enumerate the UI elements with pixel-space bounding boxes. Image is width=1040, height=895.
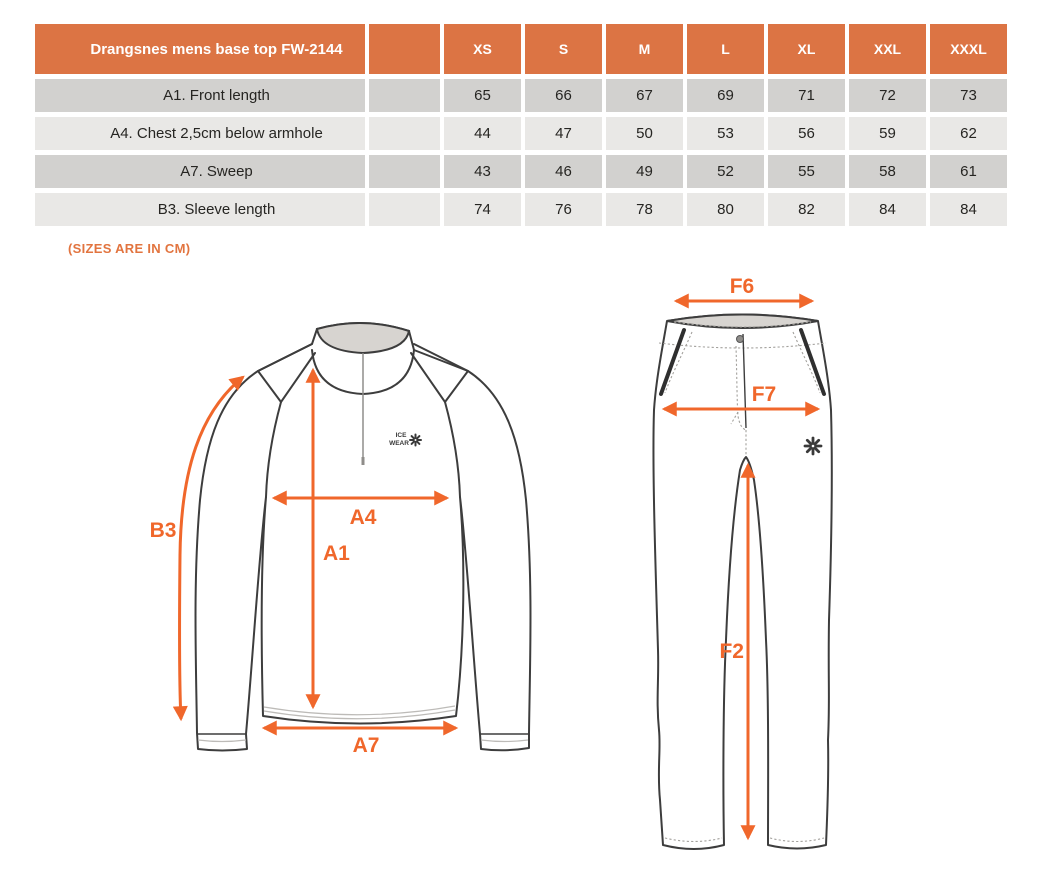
size-header-m: M: [606, 24, 683, 74]
table-cell: 80: [687, 193, 764, 226]
table-title: Drangsnes mens base top FW-2144: [35, 24, 365, 74]
b3-label: B3: [149, 519, 177, 542]
table-cell: 47: [525, 117, 602, 150]
a4-label: A4: [349, 506, 377, 529]
table-cell: 67: [606, 79, 683, 112]
pants-body: [653, 315, 831, 850]
table-cell: 84: [930, 193, 1007, 226]
row-label: B3. Sleeve length: [35, 193, 365, 226]
table-cell: 74: [444, 193, 521, 226]
icewear-flower-icon: [410, 435, 421, 446]
table-cell: 55: [768, 155, 845, 188]
table-cell: 46: [525, 155, 602, 188]
table-cell: 72: [849, 79, 926, 112]
table-cell: 65: [444, 79, 521, 112]
size-header-xxxl: XXXL: [930, 24, 1007, 74]
shirt-drawing: [150, 323, 531, 757]
a1-label: A1: [323, 542, 350, 565]
table-cell: 52: [687, 155, 764, 188]
row-label: A1. Front length: [35, 79, 365, 112]
table-cell: 61: [930, 155, 1007, 188]
f2-label: F2: [719, 640, 744, 663]
table-cell: 58: [849, 155, 926, 188]
table-cell: 82: [768, 193, 845, 226]
size-header-s: S: [525, 24, 602, 74]
table-cell: 53: [687, 117, 764, 150]
row-label: A4. Chest 2,5cm below armhole: [35, 117, 365, 150]
table-cell: 84: [849, 193, 926, 226]
table-cell: 69: [687, 79, 764, 112]
pants-button: [737, 336, 744, 343]
logo-text-wear: WEAR: [389, 440, 409, 447]
row-label: A7. Sweep: [35, 155, 365, 188]
size-header-xxl: XXL: [849, 24, 926, 74]
table-cell: 43: [444, 155, 521, 188]
pants-drawing: [653, 275, 831, 849]
table-cell: 62: [930, 117, 1007, 150]
table-cell: 73: [930, 79, 1007, 112]
table-cell: 50: [606, 117, 683, 150]
table-cell: 78: [606, 193, 683, 226]
logo-text-ice: ICE: [395, 432, 407, 439]
table-cell: 71: [768, 79, 845, 112]
table-cell: 49: [606, 155, 683, 188]
table-cell: 59: [849, 117, 926, 150]
f6-label: F6: [729, 275, 755, 298]
f7-label: F7: [751, 383, 777, 406]
table-cell: 56: [768, 117, 845, 150]
snowflake-logo-icon: [805, 438, 821, 454]
size-header-xs: XS: [444, 24, 521, 74]
size-header-l: L: [687, 24, 764, 74]
table-cell: 76: [525, 193, 602, 226]
table-cell: 44: [444, 117, 521, 150]
table-cell: 66: [525, 79, 602, 112]
size-header-xl: XL: [768, 24, 845, 74]
a7-label: A7: [352, 734, 380, 757]
sizes-note: (SIZES ARE IN CM): [68, 241, 191, 256]
